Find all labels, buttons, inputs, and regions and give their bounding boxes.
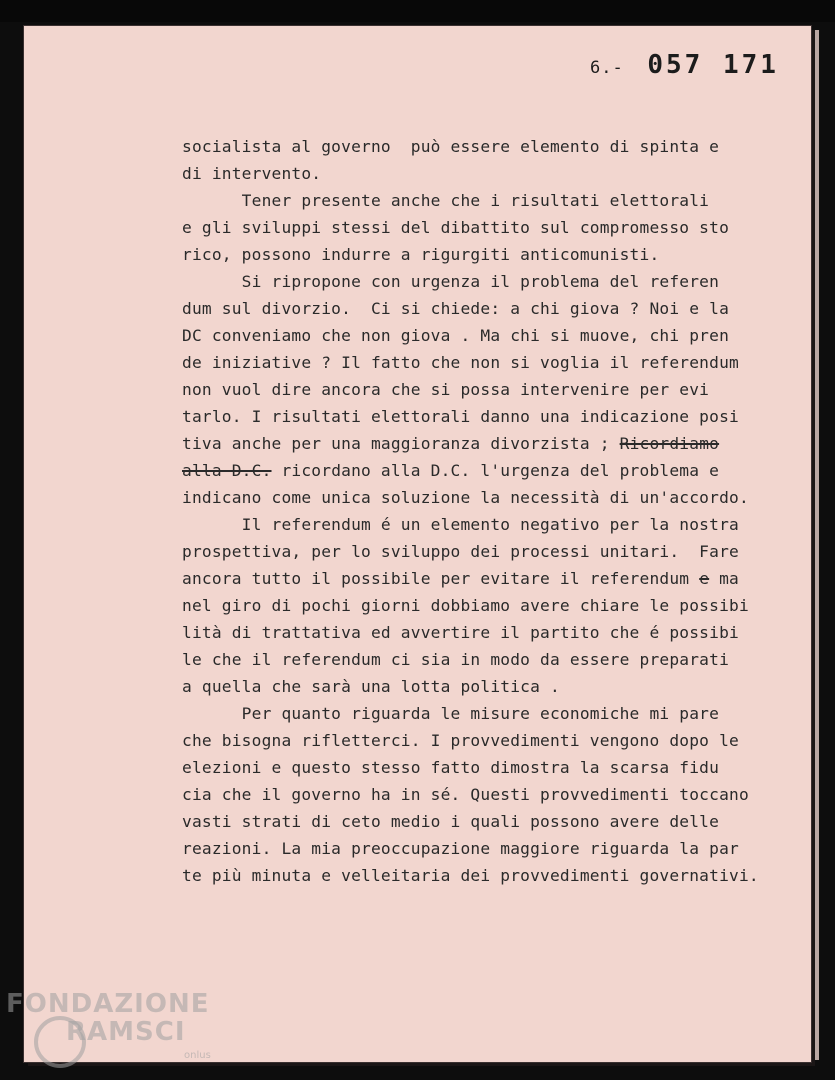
text-line: non vuol dire ancora che si possa intervenire per evi (182, 380, 710, 399)
text-fragment: tiva anche per una maggioranza divorzista ; (182, 434, 610, 453)
text-line-with-strike (182, 565, 802, 592)
text-line: dum sul divorzio. Ci si chiede: a chi giova ? Noi e la (182, 299, 730, 318)
struck-word: e (699, 569, 710, 588)
text-line: Si ripropone con urgenza il problema del referen (182, 272, 720, 291)
archive-stamp-number: 057 (647, 50, 704, 80)
text-line: che bisogna rifletterci. I provvedimenti vengono dopo le (182, 731, 739, 750)
text-line: de iniziative ? Il fatto che non si voglia il referendum (182, 353, 739, 372)
text-line: Per quanto riguarda le misure economiche mi pare (182, 704, 720, 723)
text-line: prospettiva, per lo sviluppo dei processi unitari. Fare (182, 542, 739, 561)
text-line: socialista al governo può essere elemento di spinta e (182, 137, 720, 156)
text-line: elezioni e questo stesso fatto dimostra la scarsa fidu (182, 758, 720, 777)
struck-word: alla D.C. (182, 461, 272, 480)
text-line: nel giro di pochi giorni dobbiamo avere chiare le possibi (182, 596, 749, 615)
paper-edge (811, 30, 819, 1060)
text-line: vasti strati di ceto medio i quali possono avere delle (182, 812, 720, 831)
text-line: DC conveniamo che non giova . Ma chi si muove, chi pren (182, 326, 730, 345)
text-line: te più minuta e velleitaria dei provvedimenti governativi. (182, 866, 759, 885)
page-prefix: 6.- (590, 58, 624, 78)
text-line-with-strike (182, 457, 802, 484)
watermark-line2: RAMSCI (66, 1017, 186, 1047)
watermark-sub: onlus (184, 1050, 211, 1061)
text-line: e gli sviluppi stessi del dibattito sul compromesso sto (182, 218, 730, 237)
archive-stamp-number-2: 171 (722, 50, 779, 80)
text-line-with-strike (182, 430, 802, 457)
text-fragment: ricordano alla D.C. l'urgenza del problema e (271, 461, 720, 480)
text-line: cia che il governo ha in sé. Questi provvedimenti toccano (182, 785, 749, 804)
text-line: rico, possono indurre a rigurgiti anticomunisti. (182, 245, 660, 264)
text-line: le che il referendum ci sia in modo da essere preparati (182, 650, 730, 669)
text-line: a quella che sarà una lotta politica . (182, 677, 560, 696)
text-line: Tener presente anche che i risultati elettorali (182, 191, 710, 210)
text-line: di intervento. (182, 164, 322, 183)
typewritten-text (182, 133, 802, 889)
fondazione-gramsci-watermark (6, 990, 236, 1070)
text-fragment: ma (709, 569, 739, 588)
page-number (590, 50, 779, 80)
watermark-line1: FONDAZIONE (6, 989, 210, 1019)
text-line: reazioni. La mia preoccupazione maggiore riguarda la par (182, 839, 739, 858)
g-logo-icon (34, 1016, 86, 1068)
text-line: indicano come unica soluzione la necessità di un'accordo. (182, 488, 749, 507)
struck-word: Ricordiamo (619, 434, 720, 453)
text-line: Il referendum é un elemento negativo per la nostra (182, 515, 739, 534)
text-line: tarlo. I risultati elettorali danno una indicazione posi (182, 407, 739, 426)
scanner-frame (0, 0, 835, 22)
text-fragment: ancora tutto il possibile per evitare il referendum (182, 569, 690, 588)
text-line: lità di trattativa ed avvertire il partito che é possibi (182, 623, 739, 642)
